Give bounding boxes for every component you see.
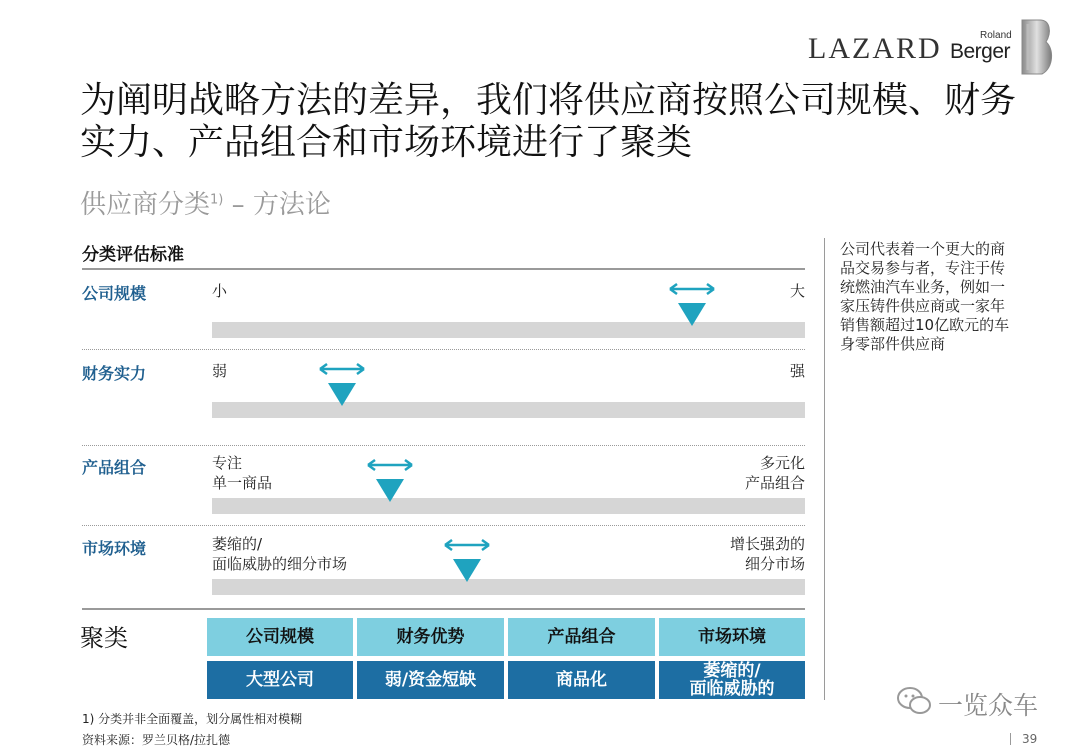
- row-market-left-line1: 萎缩的/: [212, 535, 263, 553]
- cluster-header-market: 市场环境: [659, 618, 805, 656]
- subtitle-footnote-ref: 1): [210, 192, 224, 208]
- row-market-left: [212, 534, 347, 574]
- cluster-header-company-size: 公司规模: [207, 618, 353, 656]
- company-size-marker-icon: [667, 282, 717, 326]
- criteria-heading: 分类评估标准: [82, 245, 184, 265]
- cluster-header-financial: 财务优势: [357, 618, 504, 656]
- row-company-size-left: 小: [212, 282, 228, 300]
- subtitle-text: 供应商分类: [80, 190, 211, 220]
- roland-berger-logo: Berger: [950, 40, 1011, 63]
- side-note: 公司代表着一个更大的商品交易参与者，专注于传统燃油汽车业务，例如一家压铸件供应商或一家年销售额超过10亿欧元的车身零部件供应商: [840, 240, 1010, 353]
- roland-berger-b-icon: [1020, 18, 1056, 76]
- subtitle-rest: – 方法论: [223, 190, 331, 220]
- criteria-top-rule: [82, 268, 805, 270]
- cluster-label: 聚类: [80, 624, 128, 652]
- lazard-logo: LAZARD: [808, 32, 942, 65]
- row-market-right-line2: 细分市场: [744, 555, 805, 573]
- row-label-market-environment: 市场环境: [82, 539, 147, 558]
- row-market-right: [655, 534, 805, 574]
- financial-strength-marker-icon: [317, 362, 367, 406]
- row-portfolio-left: [212, 453, 272, 493]
- row-market-left-line2: 面临威胁的细分市场: [212, 555, 348, 573]
- page-title: 为阐明战略方法的差异，我们将供应商按照公司规模、财务实力、产品组合和市场环境进行了聚类: [80, 80, 1017, 163]
- wechat-icon: [896, 686, 932, 716]
- side-divider: [824, 238, 825, 700]
- cluster-value-market-line2: 面临威胁的: [689, 679, 775, 699]
- row-label-product-portfolio: 产品组合: [82, 458, 147, 477]
- row-portfolio-bar: [212, 498, 805, 514]
- row-label-financial-strength: 财务实力: [82, 364, 147, 383]
- row-portfolio-right-line2: 产品组合: [744, 474, 805, 492]
- cluster-value-financial: 弱/资金短缺: [357, 661, 504, 699]
- row-market-bar: [212, 579, 805, 595]
- row-divider: [82, 525, 805, 526]
- row-portfolio-left-line1: 专注: [212, 454, 243, 472]
- roland-berger-logo-small: Roland: [980, 30, 1012, 41]
- cluster-value-market: [659, 661, 805, 699]
- cluster-value-portfolio: 商品化: [508, 661, 655, 699]
- source-note: 资料来源：罗兰贝格/拉扎德: [82, 733, 231, 747]
- row-financial-left: 弱: [212, 362, 228, 380]
- row-financial-bar: [212, 402, 805, 418]
- cluster-value-market-line1: 萎缩的/: [703, 661, 761, 681]
- page-subtitle: [80, 184, 331, 221]
- row-divider: [82, 349, 805, 350]
- footnote: 1) 分类并非全面覆盖，划分属性相对模糊: [82, 712, 303, 726]
- product-portfolio-marker-icon: [365, 458, 415, 502]
- page-number: 39: [1022, 732, 1038, 746]
- watermark-text: 一览众车: [938, 691, 1039, 720]
- market-environment-marker-icon: [442, 538, 492, 582]
- cluster-value-company-size: 大型公司: [207, 661, 353, 699]
- row-company-size-right: 大: [789, 282, 805, 300]
- row-label-company-size: 公司规模: [82, 284, 147, 303]
- row-portfolio-left-line2: 单一商品: [212, 474, 273, 492]
- row-divider: [82, 445, 805, 446]
- page-number-separator: [1010, 733, 1011, 745]
- row-market-right-line1: 增长强劲的: [729, 535, 805, 553]
- cluster-rule: [82, 608, 805, 610]
- row-portfolio-right: [655, 453, 805, 493]
- row-portfolio-right-line1: 多元化: [759, 454, 805, 472]
- cluster-header-portfolio: 产品组合: [508, 618, 655, 656]
- row-financial-right: 强: [789, 362, 805, 380]
